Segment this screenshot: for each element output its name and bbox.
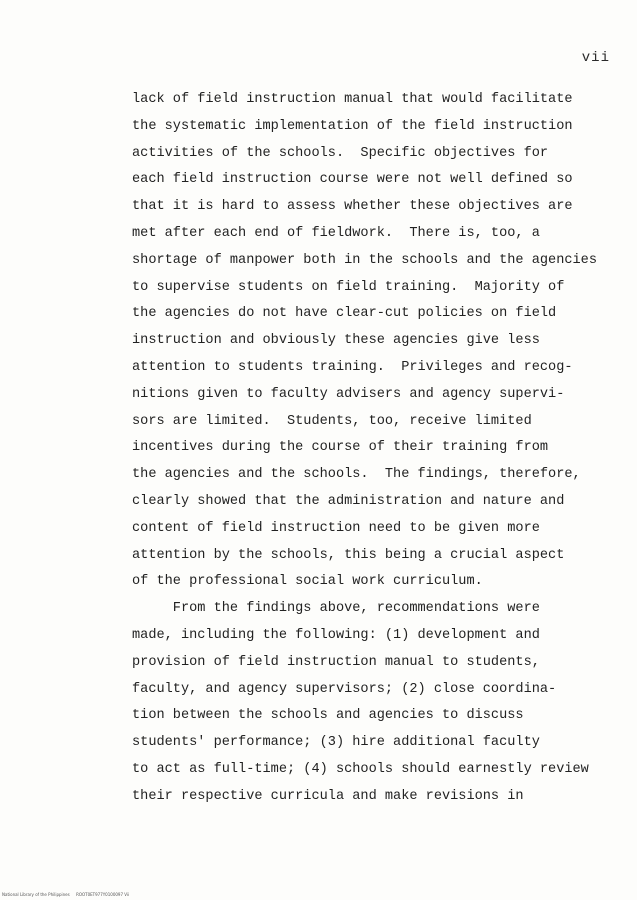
text-line: content of field instruction need to be given more xyxy=(132,520,540,536)
text-line: students' performance; (3) hire additional faculty xyxy=(132,735,540,751)
text-line: clearly showed that the administration and nature and xyxy=(132,493,565,509)
text-line: shortage of manpower both in the schools and the agencies xyxy=(132,252,597,268)
text-line: From the findings above, recommendations were xyxy=(132,601,540,617)
text-line: attention to students training. Privileges and recog- xyxy=(132,359,573,375)
text-line: to act as full-time; (4) schools should earnestly review xyxy=(132,761,589,777)
text-line: incentives during the course of their training from xyxy=(132,440,549,456)
body-text xyxy=(132,87,602,811)
text-line: faculty, and agency supervisors; (2) close coordina- xyxy=(132,681,557,697)
text-line: made, including the following: (1) development and xyxy=(132,627,540,643)
text-line: the agencies and the schools. The findings, therefore, xyxy=(132,467,581,483)
text-line: lack of field instruction manual that would facilitate xyxy=(132,92,573,107)
text-line: met after each end of fieldwork. There is, too, a xyxy=(132,225,540,241)
text-line: provision of field instruction manual to students, xyxy=(132,654,540,670)
text-line: to supervise students on field training. Majority of xyxy=(132,279,565,295)
text-line: activities of the schools. Specific objectives for xyxy=(132,145,549,161)
text-line: the systematic implementation of the field instruction xyxy=(132,118,573,134)
text-line: sors are limited. Students, too, receive limited xyxy=(132,413,532,429)
text-line: the agencies do not have clear-cut policies on field xyxy=(132,306,557,322)
text-line: each field instruction course were not well defined so xyxy=(132,172,573,188)
text-line: that it is hard to assess whether these objectives are xyxy=(132,199,573,215)
text-line: tion between the schools and agencies to discuss xyxy=(132,708,524,724)
archive-footer: National Library of the Philippines ROOT0ET977Y0100097 Vii xyxy=(2,892,130,897)
text-line: their respective curricula and make revisions in xyxy=(132,788,524,804)
text-line: of the professional social work curriculum. xyxy=(132,574,483,590)
page-number: vii xyxy=(581,50,610,66)
text-line: nitions given to faculty advisers and agency supervi- xyxy=(132,386,565,402)
text-line: instruction and obviously these agencies give less xyxy=(132,333,540,349)
text-line: attention by the schools, this being a crucial aspect xyxy=(132,547,565,563)
